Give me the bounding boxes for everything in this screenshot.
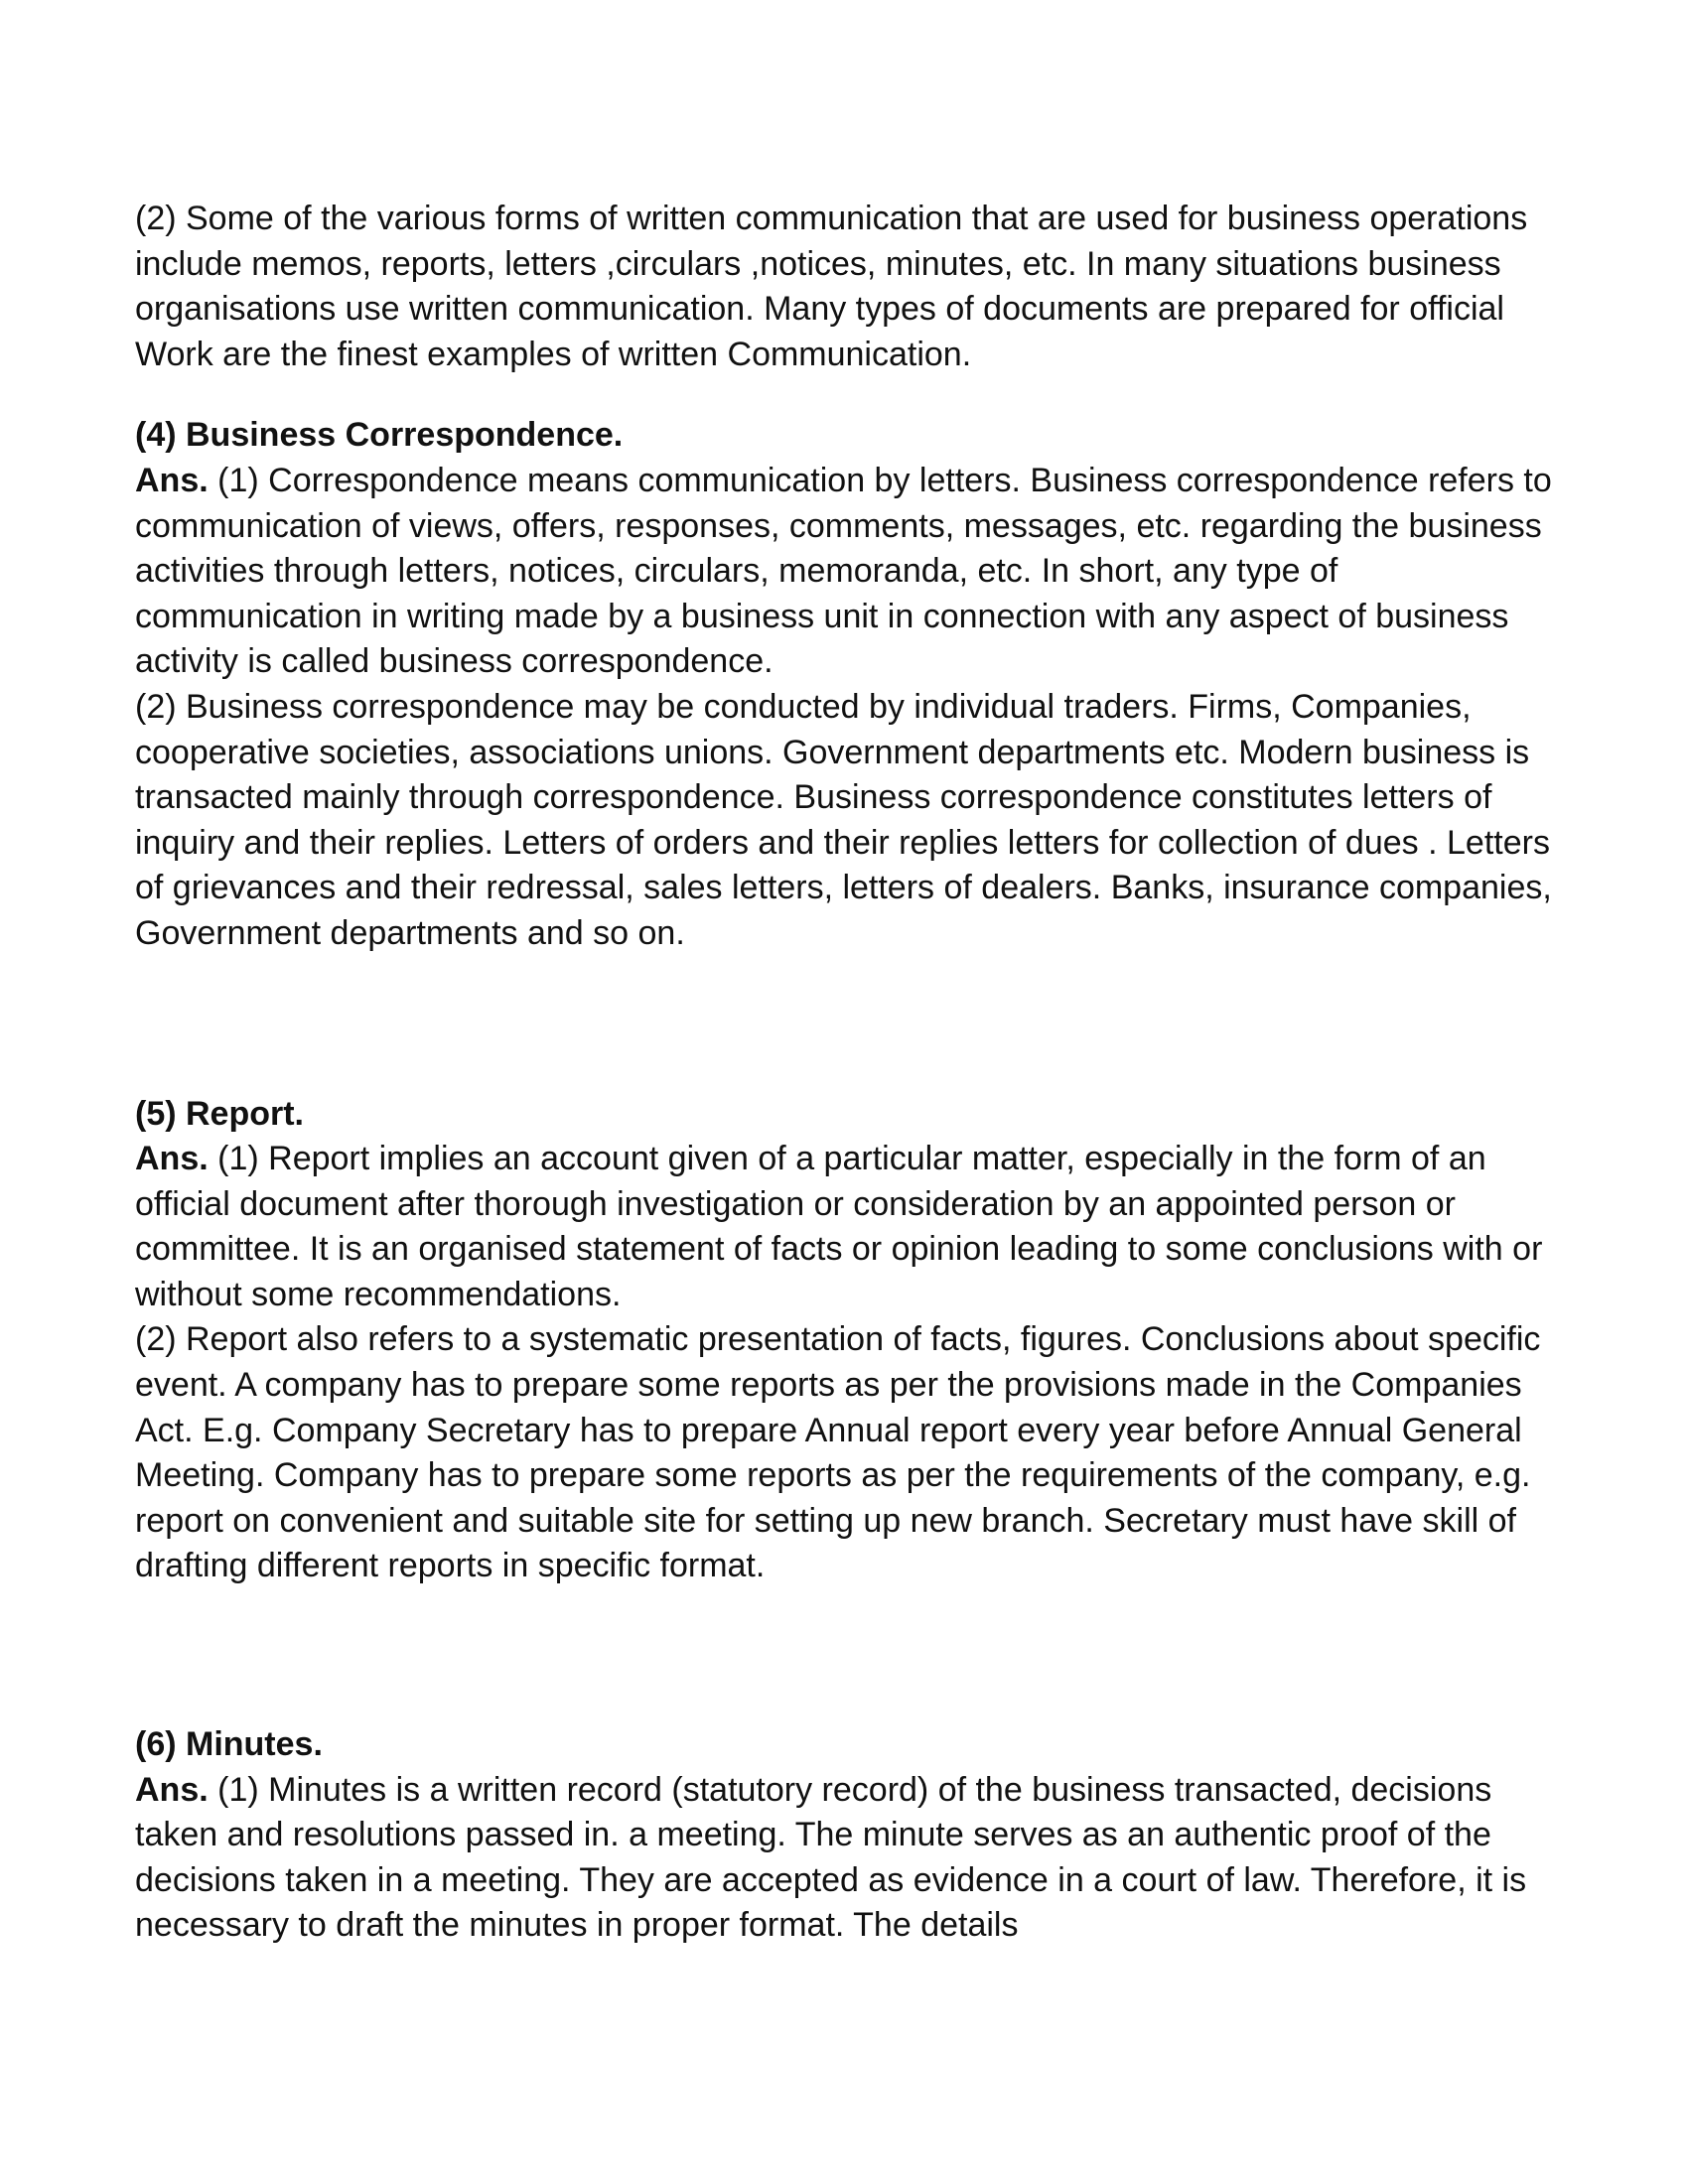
minutes-para-1-text: (1) Minutes is a written record (statutory record) of the business transacted, decisions taken and resolutions passed in. a meeting. The minute serves as an authentic proof of the decisions taken in a meeting. They are accepted as evidence in a court of law. Therefore, it is necessary to draft the minutes in proper format. The details bbox=[135, 1770, 1527, 1945]
business-correspondence-para-1-text: (1) Correspondence means communication by letters. Business correspondence refers to communication of views, offers, responses, comments, messages, etc. regarding the business activities through letters, notices, circulars, memoranda, etc. In short, any type of communication in writing made by a business unit in connection with any aspect of business activity is called business correspondence. bbox=[135, 461, 1552, 681]
minutes-heading: (6) Minutes. bbox=[135, 1725, 323, 1764]
business-correspondence-para-2: (2) Business correspondence may be conducted by individual traders. Firms, Companies, cooperative societies, associations unions. Government departments etc. Modern business is transacted mainly through correspondence. Business correspondence constitutes letters of inquiry and their replies. Letters of orders and their replies letters for collection of dues . Letters of grievances and their redressal, sales letters, letters of dealers. Banks, insurance companies, Government departments and so on. bbox=[135, 687, 1552, 952]
report-para-2: (2) Report also refers to a systematic presentation of facts, figures. Conclusions about specific event. A company has to prepare some reports as per the provisions made in the Companies Act. E.g. Company Secretary has to prepare Annual report every year before Annual General Meeting. Company has to prepare some reports as per the requirements of the company, e.g. report on convenient and suitable site for setting up new branch. Secretary must have skill of drafting different reports in specific format. bbox=[135, 1320, 1541, 1585]
document-body bbox=[135, 197, 1565, 1949]
report-para-1-text: (1) Report implies an account given of a particular matter, especially in the form of an official document after thorough investigation or consideration by an appointed person or committee. It is an organised statement of facts or opinion leading to some conclusions with or without some recommendations. bbox=[135, 1140, 1543, 1313]
report-heading: (5) Report. bbox=[135, 1094, 304, 1133]
section-spacer bbox=[135, 957, 1565, 1092]
minutes-para-1 bbox=[135, 1768, 1565, 1949]
business-correspondence-para-1 bbox=[135, 459, 1565, 685]
report-para-1 bbox=[135, 1137, 1565, 1317]
ans-label: Ans. bbox=[135, 1770, 209, 1809]
section-spacer bbox=[135, 1589, 1565, 1722]
ans-label: Ans. bbox=[135, 1140, 209, 1178]
ans-label: Ans. bbox=[135, 461, 209, 499]
written-communication-para-2: (2) Some of the various forms of written communication that are used for business operations include memos, reports, letters ,circulars ,notices, minutes, etc. In many situations business organisations use written communication. Many types of documents are prepared for official Work are the finest examples of written Communication. bbox=[135, 200, 1528, 373]
business-correspondence-heading: (4) Business Correspondence. bbox=[135, 416, 624, 455]
section-spacer bbox=[135, 377, 1565, 413]
